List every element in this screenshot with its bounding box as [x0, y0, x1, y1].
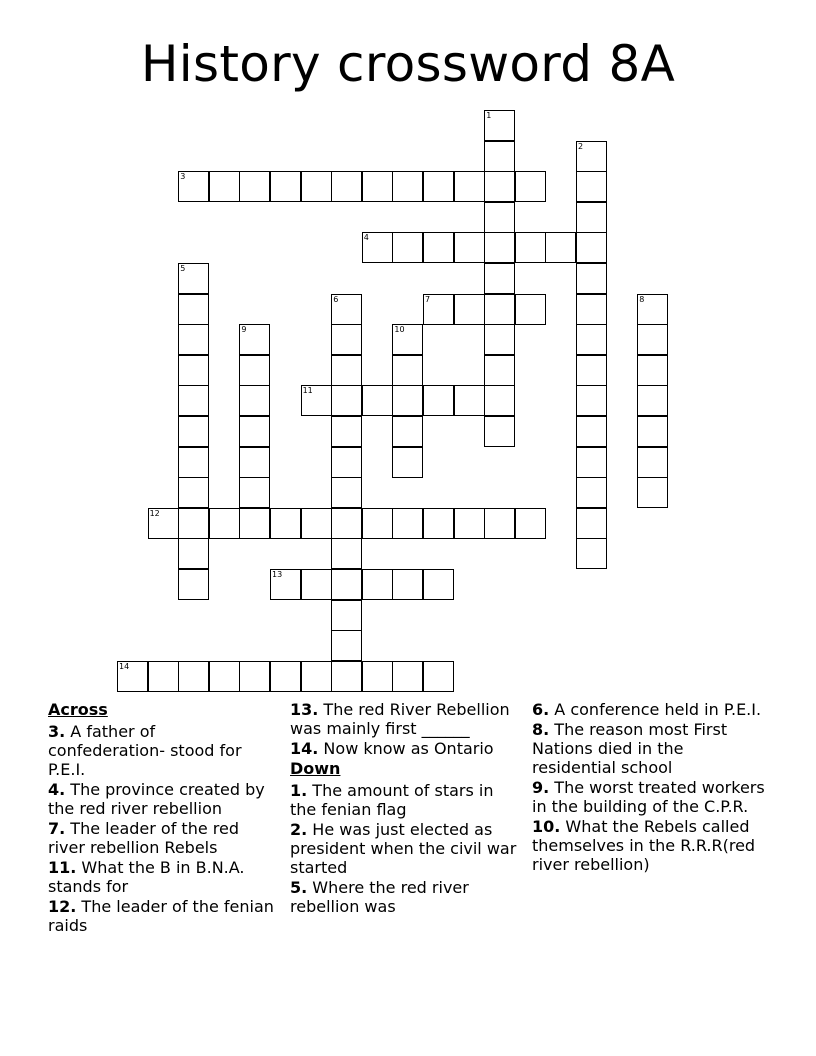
- clue: [290, 878, 522, 916]
- grid-cell[interactable]: [301, 569, 332, 600]
- grid-cell[interactable]: [362, 232, 393, 263]
- clue-text: The leader of the red river rebellion Rebels: [48, 819, 239, 857]
- grid-cell[interactable]: [178, 661, 209, 692]
- grid-cell[interactable]: [576, 385, 607, 416]
- grid-cell[interactable]: [148, 661, 179, 692]
- clue: [48, 897, 276, 935]
- clue-number: 8: [639, 294, 645, 304]
- grid-cell[interactable]: [239, 324, 270, 355]
- grid-cell[interactable]: [239, 508, 270, 539]
- clue: [48, 722, 276, 779]
- grid-cell[interactable]: [484, 141, 515, 172]
- grid-cell[interactable]: [392, 355, 423, 386]
- clue-text: A father of confederation- stood for P.E.I.: [48, 722, 242, 779]
- grid-cell[interactable]: [178, 508, 209, 539]
- grid-cell[interactable]: [331, 355, 362, 386]
- grid-cell[interactable]: [331, 447, 362, 478]
- clue-number: 2: [578, 141, 584, 151]
- grid-cell[interactable]: [576, 447, 607, 478]
- grid-cell[interactable]: [209, 661, 240, 692]
- clue-text: What the B in B.N.A. stands for: [48, 858, 245, 896]
- grid-cell[interactable]: [637, 355, 668, 386]
- grid-cell[interactable]: [392, 508, 423, 539]
- grid-cell[interactable]: [484, 294, 515, 325]
- grid-cell[interactable]: [301, 171, 332, 202]
- grid-cell[interactable]: [545, 232, 576, 263]
- grid-cell[interactable]: [178, 477, 209, 508]
- clue-number: 10: [394, 325, 405, 335]
- clue-number: 14.: [290, 739, 319, 758]
- clue-number: 1: [486, 111, 492, 120]
- clue-number: 12.: [48, 897, 77, 916]
- grid-cell[interactable]: [392, 416, 423, 447]
- grid-cell[interactable]: [515, 232, 546, 263]
- grid-cell[interactable]: [454, 508, 485, 539]
- clue-number: 6.: [532, 700, 550, 719]
- clue: [48, 819, 276, 857]
- clue-text: The province created by the red river rebellion: [48, 780, 265, 818]
- grid-cell[interactable]: [239, 171, 270, 202]
- grid-cell[interactable]: [484, 110, 515, 141]
- grid-cell[interactable]: [576, 324, 607, 355]
- grid-cell[interactable]: [239, 416, 270, 447]
- grid-cell[interactable]: [576, 355, 607, 386]
- grid-cell[interactable]: [331, 661, 362, 692]
- grid-cell[interactable]: [392, 232, 423, 263]
- grid-cell[interactable]: [423, 171, 454, 202]
- grid-cell[interactable]: [484, 202, 515, 233]
- grid-cell[interactable]: [362, 569, 393, 600]
- grid-cell[interactable]: [331, 508, 362, 539]
- grid-cell[interactable]: [239, 355, 270, 386]
- clue-number: 3.: [48, 722, 66, 741]
- grid-cell[interactable]: [637, 477, 668, 508]
- grid-cell[interactable]: [576, 477, 607, 508]
- clue-column-2: [290, 700, 522, 917]
- clue-number: 13.: [290, 700, 319, 719]
- grid-cell[interactable]: [178, 447, 209, 478]
- grid-cell[interactable]: [239, 477, 270, 508]
- clue: [290, 739, 522, 758]
- grid-cell[interactable]: [178, 263, 209, 294]
- clue-text: Where the red river rebellion was: [290, 878, 469, 916]
- grid-cell[interactable]: [637, 447, 668, 478]
- clue-number: 12: [149, 508, 160, 518]
- grid-cell[interactable]: [576, 294, 607, 325]
- grid-cell[interactable]: [454, 171, 485, 202]
- clue-number: 11.: [48, 858, 77, 877]
- grid-cell[interactable]: [178, 385, 209, 416]
- grid-cell[interactable]: [576, 508, 607, 539]
- clue-text: The red River Rebellion was mainly first ______: [290, 700, 510, 738]
- clue-number: 14: [119, 661, 130, 671]
- clue-number: 5.: [290, 878, 308, 897]
- grid-cell[interactable]: [301, 661, 332, 692]
- grid-cell[interactable]: [484, 232, 515, 263]
- grid-cell[interactable]: [331, 630, 362, 661]
- clue-number: 2.: [290, 820, 308, 839]
- grid-cell[interactable]: [392, 324, 423, 355]
- clue: [532, 720, 772, 777]
- grid-cell[interactable]: [331, 294, 362, 325]
- grid-cell[interactable]: [576, 232, 607, 263]
- clue: [532, 817, 772, 874]
- grid-cell[interactable]: [331, 600, 362, 631]
- grid-cell[interactable]: [484, 171, 515, 202]
- grid-cell[interactable]: [239, 661, 270, 692]
- grid-cell[interactable]: [515, 294, 546, 325]
- grid-cell[interactable]: [423, 385, 454, 416]
- grid-cell[interactable]: [576, 538, 607, 569]
- grid-cell[interactable]: [331, 171, 362, 202]
- grid-cell[interactable]: [423, 294, 454, 325]
- grid-cell[interactable]: [484, 324, 515, 355]
- clue-number: 1.: [290, 781, 308, 800]
- clue-number: 9.: [532, 778, 550, 797]
- grid-cell[interactable]: [209, 508, 240, 539]
- clue-number: 10.: [532, 817, 561, 836]
- grid-cell[interactable]: [270, 508, 301, 539]
- grid-cell[interactable]: [239, 385, 270, 416]
- grid-cell[interactable]: [423, 661, 454, 692]
- grid-cell[interactable]: [331, 477, 362, 508]
- clue-text: The reason most First Nations died in the residential school: [532, 720, 728, 777]
- clue-number: 4: [363, 233, 369, 243]
- grid-cell[interactable]: [178, 416, 209, 447]
- grid-cell[interactable]: [454, 294, 485, 325]
- grid-cell[interactable]: [178, 355, 209, 386]
- grid-cell[interactable]: [178, 294, 209, 325]
- grid-cell[interactable]: [637, 294, 668, 325]
- grid-cell[interactable]: [392, 569, 423, 600]
- grid-cell[interactable]: [331, 538, 362, 569]
- grid-cell[interactable]: [270, 569, 301, 600]
- clue-text: The worst treated workers in the building of the C.P.R.: [532, 778, 765, 816]
- grid-cell[interactable]: [637, 416, 668, 447]
- clue-text: The leader of the fenian raids: [48, 897, 274, 935]
- grid-cell[interactable]: [423, 508, 454, 539]
- grid-cell[interactable]: [515, 508, 546, 539]
- grid-cell[interactable]: [178, 171, 209, 202]
- grid-cell[interactable]: [209, 171, 240, 202]
- grid-cell[interactable]: [392, 661, 423, 692]
- clue: [48, 780, 276, 818]
- grid-cell[interactable]: [362, 508, 393, 539]
- grid-cell[interactable]: [148, 508, 179, 539]
- grid-cell[interactable]: [270, 171, 301, 202]
- page-title: History crossword 8A: [140, 35, 676, 93]
- grid-cell[interactable]: [392, 171, 423, 202]
- grid-cell[interactable]: [178, 324, 209, 355]
- clue-column-1: [48, 700, 276, 936]
- grid-cell[interactable]: [362, 661, 393, 692]
- grid-cell[interactable]: [423, 232, 454, 263]
- clue-number: 6: [333, 294, 339, 304]
- grid-cell[interactable]: [515, 171, 546, 202]
- grid-cell[interactable]: [178, 569, 209, 600]
- grid-cell[interactable]: [484, 385, 515, 416]
- grid-cell[interactable]: [454, 385, 485, 416]
- grid-cell[interactable]: [576, 171, 607, 202]
- clue: [290, 700, 522, 738]
- clue-text: Now know as Ontario: [318, 739, 494, 758]
- grid-cell[interactable]: [239, 447, 270, 478]
- clue-number: 4.: [48, 780, 66, 799]
- grid-cell[interactable]: [484, 508, 515, 539]
- grid-cell[interactable]: [484, 416, 515, 447]
- clue-text: The amount of stars in the fenian flag: [290, 781, 494, 819]
- clue-number: 11: [302, 386, 313, 396]
- clue-number: 7: [425, 294, 431, 304]
- grid-cell[interactable]: [331, 324, 362, 355]
- grid-cell[interactable]: [301, 385, 332, 416]
- grid-cell[interactable]: [331, 416, 362, 447]
- grid-cell[interactable]: [576, 416, 607, 447]
- grid-cell[interactable]: [484, 263, 515, 294]
- grid-cell[interactable]: [331, 385, 362, 416]
- grid-cell[interactable]: [637, 385, 668, 416]
- grid-cell[interactable]: [576, 263, 607, 294]
- clue-number: 13: [272, 570, 283, 579]
- clue-text: A conference held in P.E.I.: [549, 700, 762, 719]
- clue: [532, 700, 772, 719]
- clue-number: 8.: [532, 720, 550, 739]
- clue: [48, 858, 276, 896]
- clue-number: 5: [180, 264, 186, 273]
- grid-cell[interactable]: [576, 202, 607, 233]
- clue-text: He was just elected as president when the civil war started: [290, 820, 517, 877]
- grid-cell[interactable]: [362, 385, 393, 416]
- clue-number: 7.: [48, 819, 66, 838]
- down-heading: Down: [290, 759, 341, 778]
- grid-cell[interactable]: [270, 661, 301, 692]
- grid-cell[interactable]: [454, 232, 485, 263]
- grid-cell[interactable]: [637, 324, 668, 355]
- clue-column-3: [532, 700, 772, 875]
- clue: [532, 778, 772, 816]
- clue: [290, 820, 522, 877]
- clue-number: 3: [180, 172, 186, 182]
- grid-cell[interactable]: [178, 538, 209, 569]
- grid-cell[interactable]: [362, 171, 393, 202]
- grid-cell[interactable]: [301, 508, 332, 539]
- grid-cell[interactable]: [576, 141, 607, 172]
- grid-cell[interactable]: [423, 569, 454, 600]
- grid-cell[interactable]: [392, 447, 423, 478]
- grid-cell[interactable]: [392, 385, 423, 416]
- grid-cell[interactable]: [117, 661, 148, 692]
- grid-cell[interactable]: [331, 569, 362, 600]
- grid-cell[interactable]: [484, 355, 515, 386]
- clue: [290, 781, 522, 819]
- clue-text: What the Rebels called themselves in the R.R.R(red river rebellion): [532, 817, 756, 874]
- clue-number: 9: [241, 325, 247, 335]
- across-heading: Across: [48, 700, 108, 719]
